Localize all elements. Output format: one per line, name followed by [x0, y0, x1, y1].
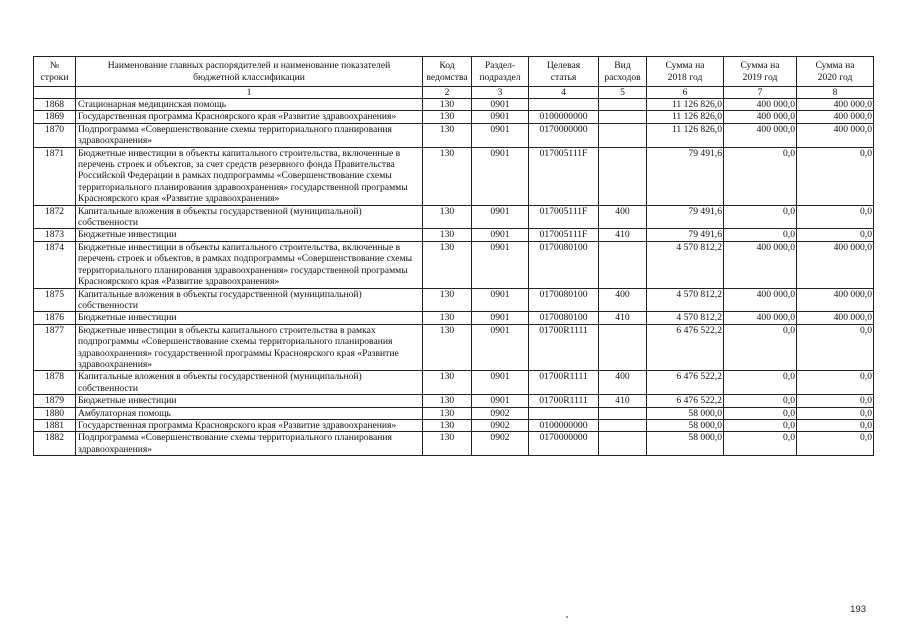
row-sum-2018: 11 126 826,0 [647, 111, 724, 123]
row-target-code: 01700R1111 [529, 324, 599, 371]
row-sum-2020: 0,0 [797, 324, 874, 371]
table-row [34, 324, 874, 371]
row-dept-code: 130 [423, 123, 472, 147]
row-sum-2020: 0,0 [797, 147, 874, 205]
column-number: 1 [76, 87, 423, 99]
row-dept-code: 130 [423, 111, 472, 123]
page-number: 193 [850, 604, 866, 615]
row-expense-type [599, 324, 647, 371]
column-number: 7 [724, 87, 797, 99]
row-sum-2020: 400 000,0 [797, 312, 874, 324]
table-row [34, 371, 874, 395]
row-number: 1868 [34, 99, 76, 111]
table-row [34, 111, 874, 123]
row-sum-2018: 4 570 812,2 [647, 288, 724, 312]
column-number [34, 87, 76, 99]
row-sum-2019: 0,0 [724, 205, 797, 229]
row-sum-2019: 400 000,0 [724, 99, 797, 111]
row-sum-2018: 6 476 522,2 [647, 395, 724, 407]
row-name: Подпрограмма «Совершенствование схемы территориального планирования здравоохранения» [76, 123, 423, 147]
row-dept-code: 130 [423, 241, 472, 288]
row-dept-code: 130 [423, 205, 472, 229]
row-section: 0902 [472, 432, 529, 456]
row-target-code: 0100000000 [529, 111, 599, 123]
row-dept-code: 130 [423, 395, 472, 407]
row-expense-type [599, 432, 647, 456]
row-sum-2018: 6 476 522,2 [647, 324, 724, 371]
row-section: 0901 [472, 371, 529, 395]
row-name: Государственная программа Красноярского края «Развитие здравоохранения» [76, 111, 423, 123]
row-number: 1871 [34, 147, 76, 205]
row-dept-code: 130 [423, 99, 472, 111]
row-target-code: 0170080100 [529, 241, 599, 288]
row-sum-2018: 79 491,6 [647, 205, 724, 229]
row-section: 0901 [472, 111, 529, 123]
row-number: 1880 [34, 407, 76, 419]
row-sum-2019: 0,0 [724, 407, 797, 419]
row-section: 0901 [472, 324, 529, 371]
row-target-code: 0100000000 [529, 419, 599, 431]
row-sum-2020: 400 000,0 [797, 99, 874, 111]
header-section: Раздел- подраздел [472, 57, 529, 87]
row-name: Капитальные вложения в объекты государственной (муниципальной) собственности [76, 288, 423, 312]
row-target-code: 0170000000 [529, 432, 599, 456]
row-expense-type [599, 99, 647, 111]
row-sum-2019: 400 000,0 [724, 312, 797, 324]
row-number: 1879 [34, 395, 76, 407]
row-name: Бюджетные инвестиции в объекты капитального строительства в рамках подпрограммы «Совершенствование схемы территориального планирования здравоохранения» государственной программы Красноярского края «Развитие здравоохранения» [76, 324, 423, 371]
row-sum-2018: 4 570 812,2 [647, 241, 724, 288]
row-dept-code: 130 [423, 324, 472, 371]
column-number: 3 [472, 87, 529, 99]
row-expense-type [599, 147, 647, 205]
budget-table [33, 56, 874, 456]
row-sum-2019: 0,0 [724, 395, 797, 407]
row-sum-2020: 0,0 [797, 205, 874, 229]
row-sum-2020: 400 000,0 [797, 123, 874, 147]
row-sum-2018: 58 000,0 [647, 407, 724, 419]
row-dept-code: 130 [423, 312, 472, 324]
row-sum-2019: 0,0 [724, 324, 797, 371]
column-number: 4 [529, 87, 599, 99]
row-sum-2020: 0,0 [797, 229, 874, 241]
row-dept-code: 130 [423, 432, 472, 456]
row-number: 1872 [34, 205, 76, 229]
row-sum-2019: 400 000,0 [724, 288, 797, 312]
row-name: Капитальные вложения в объекты государственной (муниципальной) собственности [76, 371, 423, 395]
table-row [34, 147, 874, 205]
row-expense-type: 400 [599, 288, 647, 312]
table-row [34, 229, 874, 241]
row-sum-2020: 400 000,0 [797, 288, 874, 312]
table-row [34, 99, 874, 111]
row-section: 0901 [472, 241, 529, 288]
row-section: 0901 [472, 288, 529, 312]
row-number: 1870 [34, 123, 76, 147]
row-number: 1876 [34, 312, 76, 324]
scan-dot [566, 616, 568, 618]
row-section: 0901 [472, 123, 529, 147]
header-target-code: Целевая статья [529, 57, 599, 87]
row-sum-2019: 0,0 [724, 432, 797, 456]
table-row [34, 419, 874, 431]
row-name: Бюджетные инвестиции в объекты капитального строительства, включенные в перечень строек и объектов, за счет средств резервного фонда Правительства Российской Федерации в рамках подпрограммы «Совершенствование схемы территориального планирования здравоохранения» государственной программы Красноярского края «Развитие здравоохранения» [76, 147, 423, 205]
row-sum-2019: 0,0 [724, 147, 797, 205]
row-sum-2018: 79 491,6 [647, 147, 724, 205]
row-sum-2018: 11 126 826,0 [647, 99, 724, 111]
row-sum-2020: 0,0 [797, 395, 874, 407]
row-dept-code: 130 [423, 288, 472, 312]
row-expense-type: 400 [599, 371, 647, 395]
row-sum-2018: 11 126 826,0 [647, 123, 724, 147]
row-number: 1881 [34, 419, 76, 431]
row-number: 1882 [34, 432, 76, 456]
row-sum-2019: 400 000,0 [724, 123, 797, 147]
row-sum-2019: 0,0 [724, 371, 797, 395]
table-row [34, 205, 874, 229]
row-target-code [529, 407, 599, 419]
row-number: 1873 [34, 229, 76, 241]
row-sum-2018: 4 570 812,2 [647, 312, 724, 324]
row-number: 1877 [34, 324, 76, 371]
header-sum-2018: Сумма на 2018 год [647, 57, 724, 87]
row-section: 0901 [472, 147, 529, 205]
table-body [34, 99, 874, 456]
row-name: Капитальные вложения в объекты государственной (муниципальной) собственности [76, 205, 423, 229]
row-sum-2019: 0,0 [724, 229, 797, 241]
row-target-code: 01700R1111 [529, 395, 599, 407]
header-row-number: № строки [34, 57, 76, 87]
row-dept-code: 130 [423, 147, 472, 205]
table-row [34, 395, 874, 407]
row-sum-2018: 58 000,0 [647, 419, 724, 431]
header-name: Наименование главных распорядителей и наименование показателей бюджетной классификации [76, 57, 423, 87]
row-sum-2020: 400 000,0 [797, 241, 874, 288]
table-header-row [34, 57, 874, 87]
row-section: 0902 [472, 407, 529, 419]
column-number: 5 [599, 87, 647, 99]
row-dept-code: 130 [423, 419, 472, 431]
row-section: 0901 [472, 312, 529, 324]
row-sum-2018: 79 491,6 [647, 229, 724, 241]
row-target-code: 0170080100 [529, 312, 599, 324]
row-sum-2019: 400 000,0 [724, 111, 797, 123]
column-number-row [34, 87, 874, 99]
row-name: Амбулаторная помощь [76, 407, 423, 419]
row-target-code [529, 99, 599, 111]
header-dept-code: Код ведомства [423, 57, 472, 87]
row-target-code: 017005111F [529, 147, 599, 205]
row-target-code: 01700R1111 [529, 371, 599, 395]
row-section: 0902 [472, 419, 529, 431]
row-expense-type: 410 [599, 229, 647, 241]
row-sum-2018: 58 000,0 [647, 432, 724, 456]
row-name: Государственная программа Красноярского края «Развитие здравоохранения» [76, 419, 423, 431]
row-name: Бюджетные инвестиции в объекты капитального строительства, включенные в перечень строек и объектов, в рамках подпрограммы «Совершенствование схемы территориального планирования здравоохранения» государственной программы Красноярского края «Развитие здравоохранения» [76, 241, 423, 288]
row-expense-type [599, 419, 647, 431]
column-number: 8 [797, 87, 874, 99]
row-number: 1869 [34, 111, 76, 123]
table-row [34, 407, 874, 419]
header-expense-type: Вид расходов [599, 57, 647, 87]
header-sum-2020: Сумма на 2020 год [797, 57, 874, 87]
table-row [34, 312, 874, 324]
row-expense-type [599, 111, 647, 123]
table-row [34, 432, 874, 456]
column-number: 2 [423, 87, 472, 99]
row-expense-type: 410 [599, 312, 647, 324]
row-sum-2018: 6 476 522,2 [647, 371, 724, 395]
header-sum-2019: Сумма на 2019 год [724, 57, 797, 87]
row-number: 1875 [34, 288, 76, 312]
row-section: 0901 [472, 205, 529, 229]
table-row [34, 288, 874, 312]
row-name: Бюджетные инвестиции [76, 229, 423, 241]
row-section: 0901 [472, 229, 529, 241]
row-sum-2020: 0,0 [797, 432, 874, 456]
row-expense-type: 400 [599, 205, 647, 229]
row-section: 0901 [472, 99, 529, 111]
row-name: Бюджетные инвестиции [76, 395, 423, 407]
row-expense-type [599, 123, 647, 147]
row-expense-type [599, 407, 647, 419]
row-target-code: 017005111F [529, 229, 599, 241]
row-expense-type [599, 241, 647, 288]
row-sum-2020: 0,0 [797, 419, 874, 431]
row-dept-code: 130 [423, 407, 472, 419]
table-row [34, 123, 874, 147]
row-name: Подпрограмма «Совершенствование схемы территориального планирования здравоохранения» [76, 432, 423, 456]
row-target-code: 0170080100 [529, 288, 599, 312]
column-number: 6 [647, 87, 724, 99]
row-target-code: 017005111F [529, 205, 599, 229]
row-sum-2020: 0,0 [797, 371, 874, 395]
row-number: 1878 [34, 371, 76, 395]
row-section: 0901 [472, 395, 529, 407]
row-dept-code: 130 [423, 371, 472, 395]
row-dept-code: 130 [423, 229, 472, 241]
row-target-code: 0170000000 [529, 123, 599, 147]
row-name: Стационарная медицинская помощь [76, 99, 423, 111]
row-sum-2019: 400 000,0 [724, 241, 797, 288]
table-row [34, 241, 874, 288]
row-number: 1874 [34, 241, 76, 288]
row-name: Бюджетные инвестиции [76, 312, 423, 324]
row-sum-2020: 0,0 [797, 407, 874, 419]
row-sum-2019: 0,0 [724, 419, 797, 431]
row-sum-2020: 400 000,0 [797, 111, 874, 123]
row-expense-type: 410 [599, 395, 647, 407]
